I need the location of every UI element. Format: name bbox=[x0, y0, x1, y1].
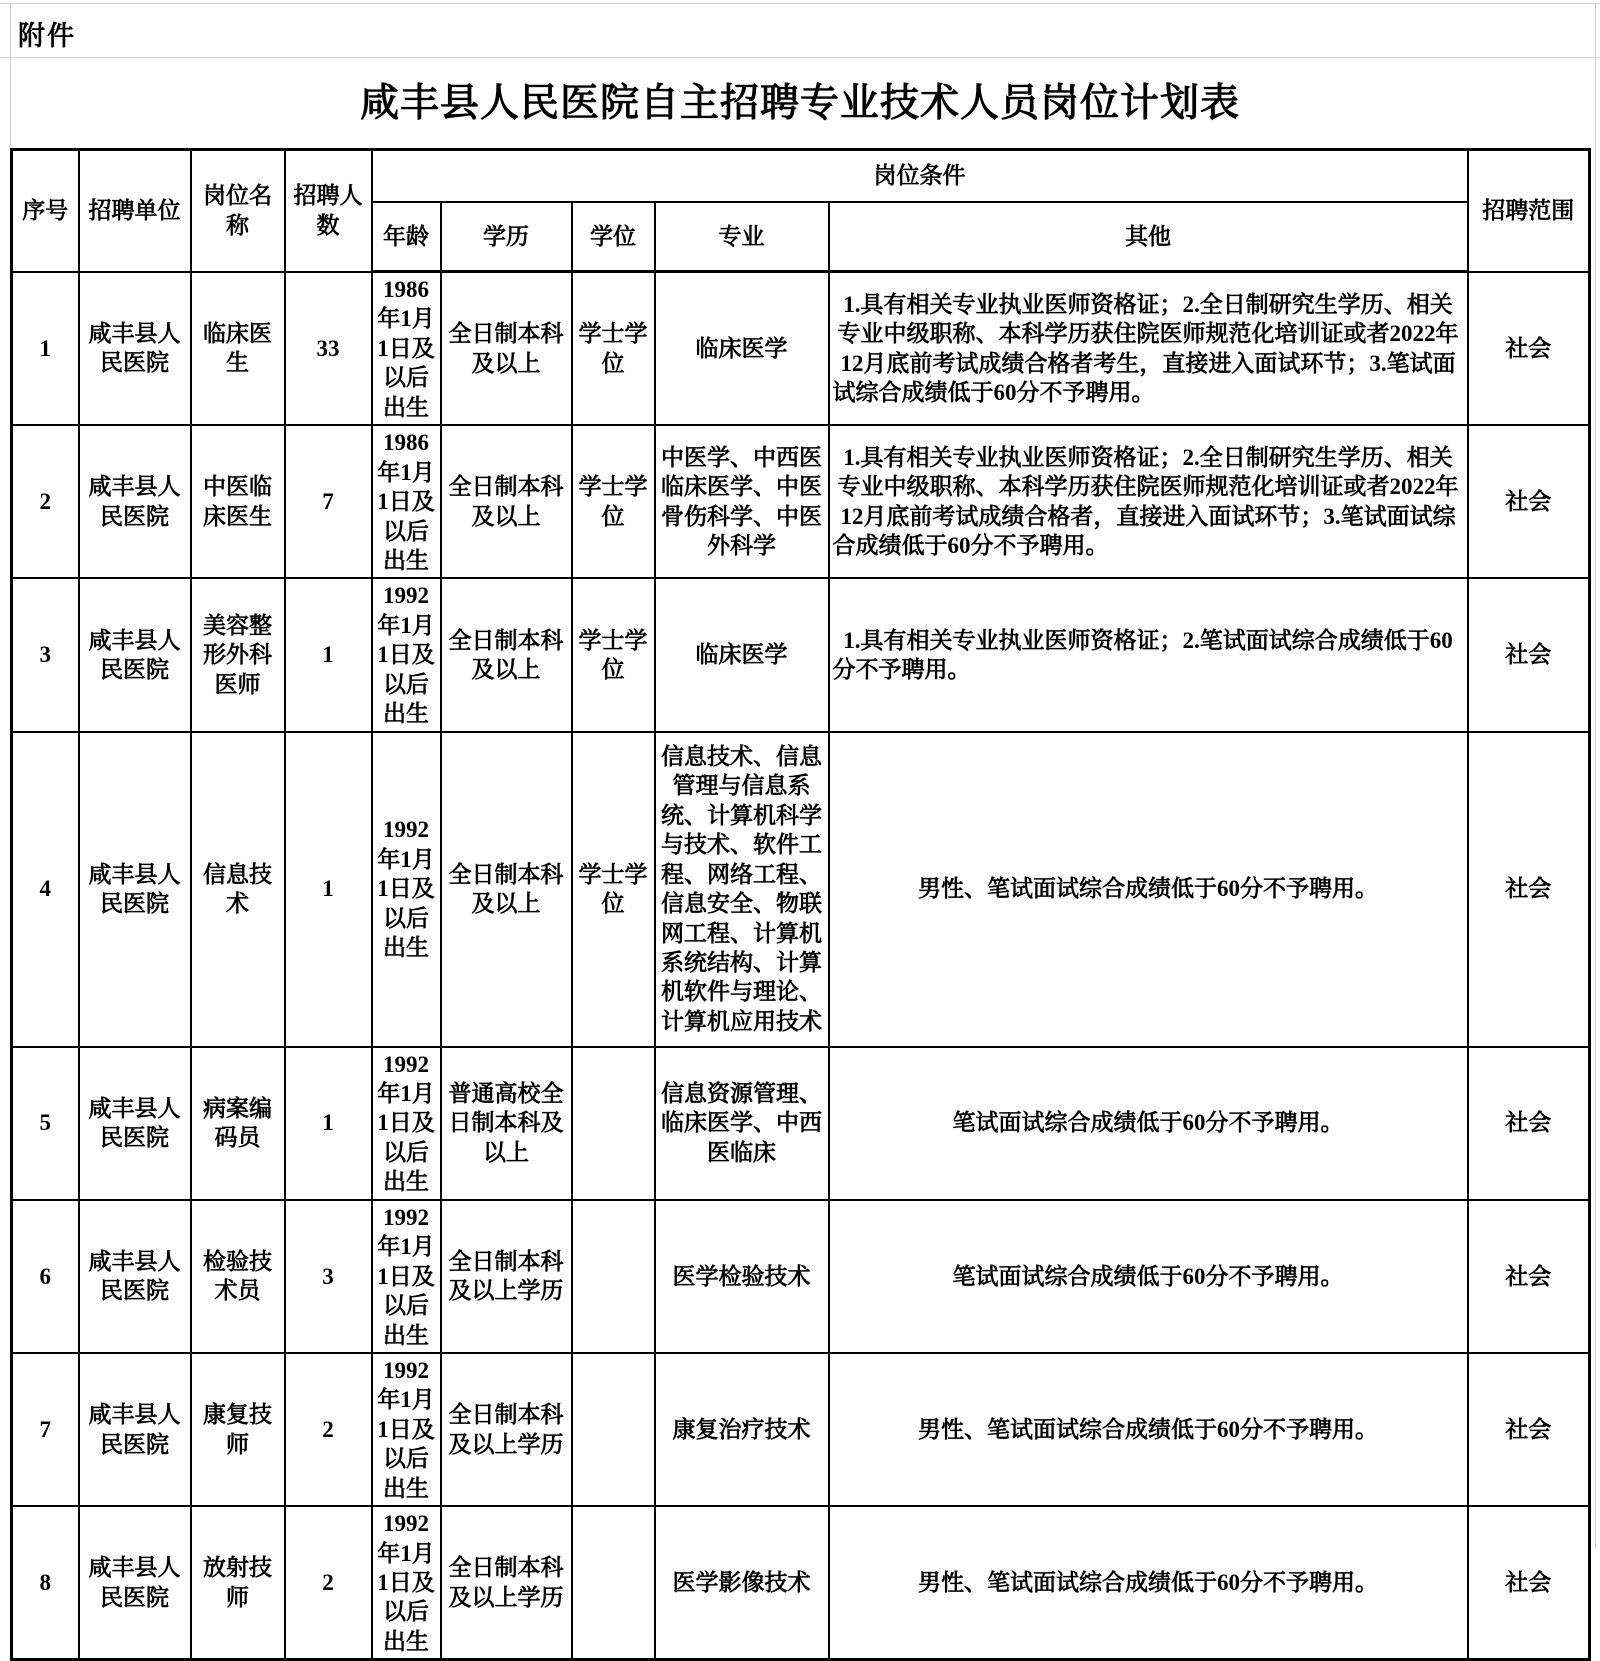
cell-position: 检验技术员 bbox=[191, 1200, 285, 1353]
cell-serial: 8 bbox=[12, 1506, 79, 1660]
table-row bbox=[12, 578, 1590, 731]
cell-count: 1 bbox=[285, 1047, 372, 1200]
cell-degree: 学士学位 bbox=[572, 578, 655, 731]
header-other: 其他 bbox=[829, 202, 1468, 272]
header-conditions: 岗位条件 bbox=[372, 150, 1468, 202]
header-education: 学历 bbox=[441, 202, 572, 272]
cell-serial: 2 bbox=[12, 425, 79, 578]
cell-count: 2 bbox=[285, 1353, 372, 1506]
cell-education: 全日制本科及以上学历 bbox=[441, 1200, 572, 1353]
cell-unit: 咸丰县人民医院 bbox=[79, 1047, 191, 1200]
cell-count: 1 bbox=[285, 732, 372, 1047]
header-serial: 序号 bbox=[12, 150, 79, 272]
header-unit: 招聘单位 bbox=[79, 150, 191, 272]
header-position: 岗位名称 bbox=[191, 150, 285, 272]
cell-major: 医学检验技术 bbox=[655, 1200, 829, 1353]
page-title: 咸丰县人民医院自主招聘专业技术人员岗位计划表 bbox=[359, 82, 1240, 125]
cell-age: 1992年1月1日及以后出生 bbox=[372, 1200, 441, 1353]
table-row bbox=[12, 272, 1590, 426]
cell-education: 全日制本科及以上 bbox=[441, 732, 572, 1047]
cell-other: 1.具有相关专业执业医师资格证；2.全日制研究生学历、相关专业中级职称、本科学历获住院医师规范化培训证或者2022年12月底前考试成绩合格者，直接进入面试环节；3.笔试面试综合成绩低于60分不予聘用。 bbox=[829, 425, 1468, 578]
cell-education: 全日制本科及以上学历 bbox=[441, 1506, 572, 1660]
cell-age: 1992年1月1日及以后出生 bbox=[372, 732, 441, 1047]
cell-count: 7 bbox=[285, 425, 372, 578]
table-row bbox=[12, 1353, 1590, 1506]
cell-age: 1986年1月1日及以后出生 bbox=[372, 425, 441, 578]
attachment-label: 附件 bbox=[18, 21, 76, 51]
cell-serial: 3 bbox=[12, 578, 79, 731]
cell-position: 信息技术 bbox=[191, 732, 285, 1047]
header-age: 年龄 bbox=[372, 202, 441, 272]
header-degree: 学位 bbox=[572, 202, 655, 272]
cell-age: 1992年1月1日及以后出生 bbox=[372, 1506, 441, 1660]
header-row-1 bbox=[12, 150, 1590, 202]
cell-major: 康复治疗技术 bbox=[655, 1353, 829, 1506]
cell-serial: 5 bbox=[12, 1047, 79, 1200]
cell-degree bbox=[572, 1200, 655, 1353]
header-count: 招聘人数 bbox=[285, 150, 372, 272]
cell-education: 全日制本科及以上学历 bbox=[441, 1353, 572, 1506]
gridline-top bbox=[0, 3, 1600, 4]
cell-other: 笔试面试综合成绩低于60分不予聘用。 bbox=[829, 1200, 1468, 1353]
cell-other: 男性、笔试面试综合成绩低于60分不予聘用。 bbox=[829, 732, 1468, 1047]
recruitment-plan-table bbox=[10, 148, 1591, 1661]
cell-unit: 咸丰县人民医院 bbox=[79, 272, 191, 426]
cell-count: 3 bbox=[285, 1200, 372, 1353]
cell-position: 中医临床医生 bbox=[191, 425, 285, 578]
cell-education: 全日制本科及以上 bbox=[441, 578, 572, 731]
cell-major: 信息资源管理、临床医学、中西医临床 bbox=[655, 1047, 829, 1200]
cell-age: 1992年1月1日及以后出生 bbox=[372, 578, 441, 731]
gridline-attachment-bottom bbox=[0, 57, 1600, 58]
cell-position: 放射技师 bbox=[191, 1506, 285, 1660]
cell-position: 康复技师 bbox=[191, 1353, 285, 1506]
cell-scope: 社会 bbox=[1468, 1506, 1590, 1660]
cell-age: 1992年1月1日及以后出生 bbox=[372, 1047, 441, 1200]
cell-scope: 社会 bbox=[1468, 1353, 1590, 1506]
cell-scope: 社会 bbox=[1468, 1047, 1590, 1200]
cell-position: 病案编码员 bbox=[191, 1047, 285, 1200]
cell-scope: 社会 bbox=[1468, 1200, 1590, 1353]
cell-other: 男性、笔试面试综合成绩低于60分不予聘用。 bbox=[829, 1353, 1468, 1506]
cell-scope: 社会 bbox=[1468, 425, 1590, 578]
cell-education: 全日制本科及以上 bbox=[441, 272, 572, 426]
cell-education: 全日制本科及以上 bbox=[441, 425, 572, 578]
cell-major: 信息技术、信息管理与信息系统、计算机科学与技术、软件工程、网络工程、信息安全、物联网工程、计算机系统结构、计算机软件与理论、计算机应用技术 bbox=[655, 732, 829, 1047]
cell-unit: 咸丰县人民医院 bbox=[79, 425, 191, 578]
cell-degree: 学士学位 bbox=[572, 425, 655, 578]
cell-scope: 社会 bbox=[1468, 272, 1590, 426]
cell-other: 男性、笔试面试综合成绩低于60分不予聘用。 bbox=[829, 1506, 1468, 1660]
gridline-right bbox=[1595, 3, 1596, 1549]
table-row bbox=[12, 425, 1590, 578]
table-row bbox=[12, 1047, 1590, 1200]
cell-other: 1.具有相关专业执业医师资格证；2.全日制研究生学历、相关专业中级职称、本科学历获住院医师规范化培训证或者2022年12月底前考试成绩合格者考生，直接进入面试环节；3.笔试面试综合成绩低于60分不予聘用。 bbox=[829, 272, 1468, 426]
cell-serial: 1 bbox=[12, 272, 79, 426]
cell-unit: 咸丰县人民医院 bbox=[79, 1200, 191, 1353]
table-row bbox=[12, 1200, 1590, 1353]
cell-count: 33 bbox=[285, 272, 372, 426]
cell-degree: 学士学位 bbox=[572, 272, 655, 426]
cell-serial: 6 bbox=[12, 1200, 79, 1353]
cell-unit: 咸丰县人民医院 bbox=[79, 732, 191, 1047]
cell-count: 2 bbox=[285, 1506, 372, 1660]
cell-age: 1986年1月1日及以后出生 bbox=[372, 272, 441, 426]
header-scope: 招聘范围 bbox=[1468, 150, 1590, 272]
cell-degree bbox=[572, 1353, 655, 1506]
cell-major: 临床医学 bbox=[655, 578, 829, 731]
cell-age: 1992年1月1日及以后出生 bbox=[372, 1353, 441, 1506]
cell-scope: 社会 bbox=[1468, 578, 1590, 731]
cell-other: 1.具有相关专业执业医师资格证；2.笔试面试综合成绩低于60分不予聘用。 bbox=[829, 578, 1468, 731]
cell-count: 1 bbox=[285, 578, 372, 731]
cell-unit: 咸丰县人民医院 bbox=[79, 1506, 191, 1660]
cell-serial: 4 bbox=[12, 732, 79, 1047]
table-row bbox=[12, 1506, 1590, 1660]
cell-education: 普通高校全日制本科及以上 bbox=[441, 1047, 572, 1200]
header-major: 专业 bbox=[655, 202, 829, 272]
cell-other: 笔试面试综合成绩低于60分不予聘用。 bbox=[829, 1047, 1468, 1200]
cell-degree: 学士学位 bbox=[572, 732, 655, 1047]
cell-scope: 社会 bbox=[1468, 732, 1590, 1047]
table-row bbox=[12, 732, 1590, 1047]
cell-degree bbox=[572, 1047, 655, 1200]
cell-serial: 7 bbox=[12, 1353, 79, 1506]
cell-unit: 咸丰县人民医院 bbox=[79, 578, 191, 731]
cell-major: 医学影像技术 bbox=[655, 1506, 829, 1660]
cell-position: 临床医生 bbox=[191, 272, 285, 426]
cell-degree bbox=[572, 1506, 655, 1660]
cell-position: 美容整形外科医师 bbox=[191, 578, 285, 731]
cell-unit: 咸丰县人民医院 bbox=[79, 1353, 191, 1506]
cell-major: 中医学、中西医临床医学、中医骨伤科学、中医外科学 bbox=[655, 425, 829, 578]
cell-major: 临床医学 bbox=[655, 272, 829, 426]
